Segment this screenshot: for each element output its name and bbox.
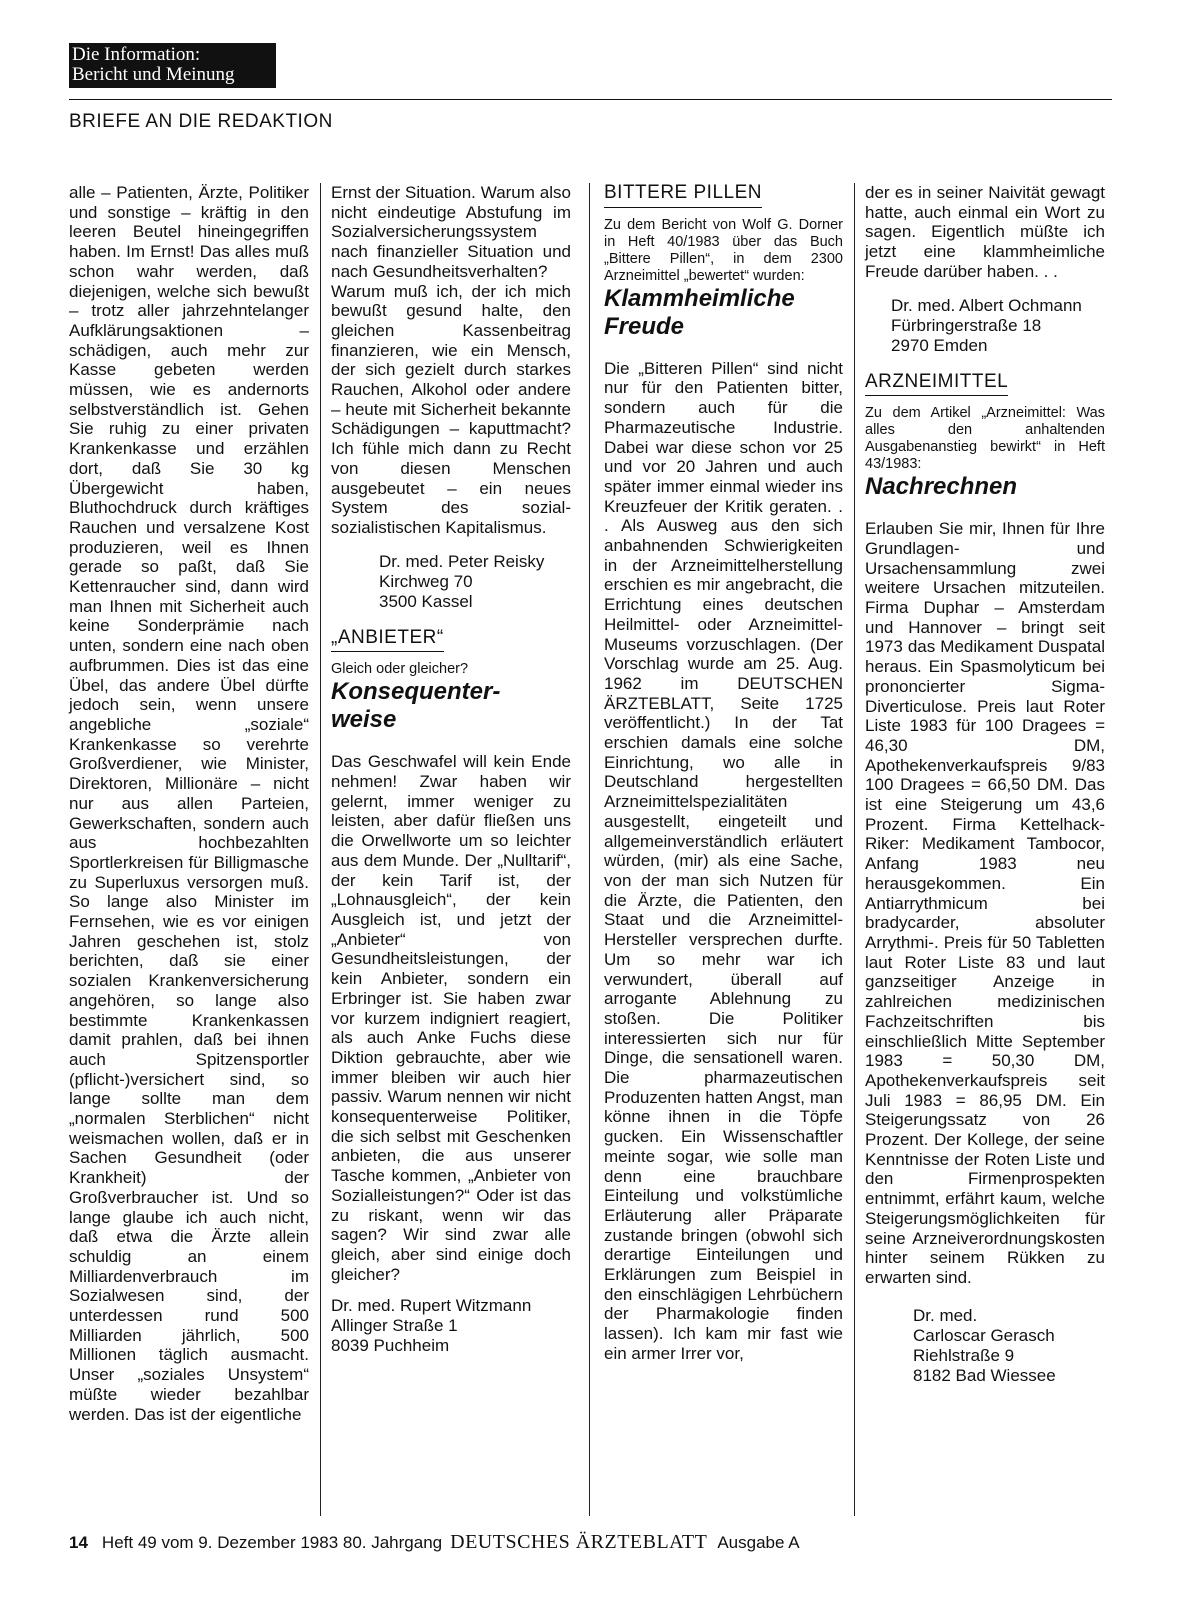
column-divider (320, 183, 321, 1516)
signature-line: Dr. med. Peter Reisky (379, 551, 545, 571)
signature-line: Riehlstraße 9 (913, 1345, 1015, 1365)
badge-line-2: Bericht und Meinung (72, 64, 235, 85)
signature-line: 2970 Emden (891, 335, 988, 355)
section-title: BRIEFE AN DIE REDAKTION (69, 111, 333, 132)
signature-line: Dr. med. (913, 1305, 978, 1325)
rubric-anbieter: „ANBIETER“ (331, 628, 444, 653)
signature-gerasch (913, 1306, 1105, 1386)
headline-nachrechnen: Nachrechnen (865, 473, 1018, 501)
lead-text: Zu dem Bericht von Wolf G. Dorner in Heft 40/1983 über das Buch „Bittere Pillen“, in dem 2300 Arzneimittel „bewertet“ wurden: (604, 216, 843, 284)
section-badge (69, 43, 276, 88)
lead-text: Zu dem Artikel „Arzneimittel: Was alles den anhaltenden Ausgabenanstieg bewirkt“ in Heft 43/1983: (865, 405, 1105, 473)
letter-paragraph: Ernst der Situation. Warum also nicht eindeutige Abstufung im Sozialversicherungssystem nach finanzieller Situation und nach Gesundheitsverhalten? (331, 183, 571, 281)
signature-line: Dr. med. Albert Ochmann (891, 295, 1082, 315)
journal-name: DEUTSCHES ÄRZTEBLATT (450, 1531, 708, 1553)
header-rule (69, 99, 1112, 100)
letter-body: Erlauben Sie mir, Ihnen für Ihre Grundlagen- und Ursachensammlung zwei weitere Ursachen mitzuteilen. Firma Duphar – Amsterdam und Hannover – bringt seit 1973 das Medikament Duspatal heraus. Ein Spasmolyticum bei prononcierter Sigma-Diverticulose. Preis laut Roter Liste 1983 für 100 Dragees = 46,30 DM, Apothekenverkaufspreis 9/83 100 Dragees = 66,50 DM. Das ist eine Steigerung um 43,6 Prozent. Firma Kettelhack-Riker: Medikament Tambocor, Anfang 1983 neu herausgekommen. Ein Antiarrythmicum bei bradycarder, absoluter Arrythmi-. Preis für 50 Tabletten laut Roter Liste 83 und laut ganzseitiger Anzeige in zahlreichen medizinischen Fachzeitschriften bis einschließlich Mitte September 1983 = 50,30 DM, Apothekenverkaufspreis seit Juli 1983 = 86,95 DM. Ein Steigerungssatz von 26 Prozent. Der Kollege, der seine Kenntnisse der Roten Liste und den Firmenprospekten entnimmt, erfährt kaum, welche Steigerungsmöglichkeiten für seine Arzneiverordnungskosten hinter seinem Rükken zu erwarten sind. (865, 519, 1105, 1287)
letter-continuation: der es in seiner Naivität gewagt hatte, auch einmal ein Wort zu sagen. Eigentlich müßte ich jetzt eine klammheimliche Freude darüber haben. . . (865, 183, 1105, 281)
page-footer (69, 1531, 800, 1554)
signature-line: Dr. med. Rupert Witzmann (331, 1296, 532, 1316)
headline-klammheimliche-freude: Klammheimliche Freude (604, 284, 795, 340)
column-1 (69, 183, 309, 1424)
column-divider (589, 183, 590, 1516)
signature-line: Carloscar Gerasch (913, 1325, 1055, 1345)
column-3 (604, 183, 843, 1364)
headline-konsequenterweise: Konsequenter- weise (331, 678, 501, 734)
page-number: 14 (69, 1533, 88, 1552)
signature-line: 8039 Puchheim (331, 1336, 450, 1356)
letter-body: Das Geschwafel will kein Ende nehmen! Zwar haben wir gelernt, immer weniger zu leisten, aber dafür fließen uns die Orwellworte um so leichter aus dem Munde. Der „Nulltarif“, der kein Tarif ist, der „Lohnausgleich“, der kein Ausgleich ist, und jetzt der „Anbieter“ von Gesundheitsleistungen, der kein Anbieter, sondern ein Erbringer ist. Sie haben zwar vor kurzem indigniert reagiert, als auch Anke Fuchs diese Diktion gebrauchte, aber wie immer bleiben wir auch hier passiv. Warum nennen wir nicht konsequenterweise Politiker, die sich selbst mit Geschenken anbieten, die aus unserer Tasche kommen, „Anbieter von Sozialleistungen?“ Oder ist das zu riskant, wenn wir das sagen? Wir sind zwar alle gleich, aber sind einige doch gleicher? (331, 752, 571, 1284)
rubric-arzneimittel: ARZNEIMITTEL (865, 372, 1008, 397)
letter-continuation: alle – Patienten, Ärzte, Politiker und sonstige – kräftig in den leeren Beutel hineingegriffen haben. Im Ernst! Das alles muß schon wahr werden, daß diejenigen, welche sich bewußt – trotz aller jahrzehntelanger Aufklärungsaktionen – schädigen, auch mehr zur Kasse gebeten werden müssen, wie es andernorts selbstverständlich ist. Gehen Sie ruhig zu einer privaten Krankenkasse und erzählen dort, daß Sie 30 kg Übergewicht haben, Bluthochdruck durch kräftiges Rauchen und versalzene Kost produzieren, weil es Ihnen gerade so paßt, daß Sie Kettenraucher sind, dann wird man Ihnen mit Sicherheit auch keine Sonderprämie nach unten, sondern eine nach oben aufbrummen. Dies ist das eine Übel, das andere Übel dürfte jedoch sein, wenn unsere angebliche „soziale“ Krankenkasse so verehrte Großverdiener, wie Minister, Direktoren, Millionäre – nicht nur aus allen Parteien, Gewerkschaften, sondern auch aus hochbezahlten Sportlerkreisen für Billigmasche zu Superluxus versorgen muß. So lange also Minister im Fernsehen, wie es vor einigen Jahren geschehen ist, stolz berichten, daß sie einer sozialen Krankenversicherung angehören, so lange also bestimmte Krankenkassen damit prahlen, daß bei ihnen auch Spitzensportler (pflicht-)versichert sind, so lange sollte man dem „normalen Sterblichen“ nicht weismachen wollen, daß er in Sachen Gesundheit (oder Krankheit) der Großverbraucher ist. Und so lange glaube ich auch nicht, daß etwa die Ärzte allein schuldig an einem Milliardenverbrauch im Sozialwesen sind, der unterdessen rund 500 Milliarden jährlich, 500 Millionen täglich ausmacht. Unser „soziales Unsystem“ müßte wieder bezahlbar werden. Das ist der eigentliche (69, 183, 309, 1424)
column-2 (331, 183, 571, 1356)
letter-paragraph: Warum muß ich, der ich mich bewußt gesund halte, den gleichen Kassenbeitrag finanzieren, wie ein Mensch, der sich gezielt durch starkes Rauchen, Alkohol oder andere – heute mit Sicherheit bekannte Schädigungen – kaputtmacht? Ich fühle mich dann zu Recht von diesen Menschen ausgebeutet – ein neues System des sozial-sozialistischen Kapitalismus. (331, 281, 571, 537)
issue-info: Heft 49 vom 9. Dezember 1983 80. Jahrgang (101, 1533, 443, 1552)
signature-line: Allinger Straße 1 (331, 1316, 458, 1336)
rubric-bittere-pillen: BITTERE PILLEN (604, 183, 762, 208)
letter-body: Die „Bitteren Pillen“ sind nicht nur für den Patienten bitter, sondern auch für die Pharmazeutische Industrie. Dabei war diese schon vor 25 und vor 20 Jahren und auch später immer einmal wieder ins Kreuzfeuer der Kritik geraten. . . Als Ausweg aus den sich anbahnenden Schwierigkeiten in der Arzneimittelherstellung erschien es mir angebracht, die Errichtung eines deutschen Heilmittel- oder Arzneimittel-Museums vorzuschlagen. (Der Vorschlag wurde am 25. Aug. 1962 im DEUTSCHEN ÄRZTEBLATT, Seite 1725 veröffentlicht.) In der Tat erschien damals eine solche Einrichtung, wo alle in Deutschland hergestellten Arzneimittelspezialitäten ausgestellt, eingeteilt und allgemeinverständlich erläutert würden, (mir) als eine Sache, von der man sich Nutzen für die Ärzte, die Patienten, den Staat und die Arzneimittel-Hersteller versprechen durfte. Um so mehr war ich verwundert, überall auf arrogante Ablehnung zu stoßen. Die Politiker interessierten sich nur für Dinge, die sensationell waren. Die pharmazeutischen Produzenten hatten Angst, man könne ihnen in die Töpfe gucken. Ein Wissenschaftler meinte sogar, wie solle man denn eine brauchbare Einteilung und volkstümliche Erläuterung aller Präparate zustande bringen (obwohl sich derartige Einteilungen und Erklärungen zum Beispiel in den einschlägigen Lehrbüchern der Pharmakologie finden lassen). Ich kam mir fast wie ein armer Irrer vor, (604, 358, 843, 1363)
signature-line: 3500 Kassel (379, 591, 473, 611)
edition-label: Ausgabe A (717, 1533, 800, 1552)
signature-witzmann (331, 1296, 571, 1356)
signature-reisky (379, 552, 571, 612)
column-4 (865, 183, 1105, 1386)
column-divider (854, 183, 855, 1516)
signature-line: Kirchweg 70 (379, 571, 473, 591)
signature-line: 8182 Bad Wiessee (913, 1365, 1056, 1385)
lead-text: Gleich oder gleicher? (331, 661, 469, 678)
signature-ochmann (891, 296, 1105, 356)
signature-line: Fürbringerstraße 18 (891, 315, 1042, 335)
badge-line-1: Die Information: (72, 44, 201, 65)
